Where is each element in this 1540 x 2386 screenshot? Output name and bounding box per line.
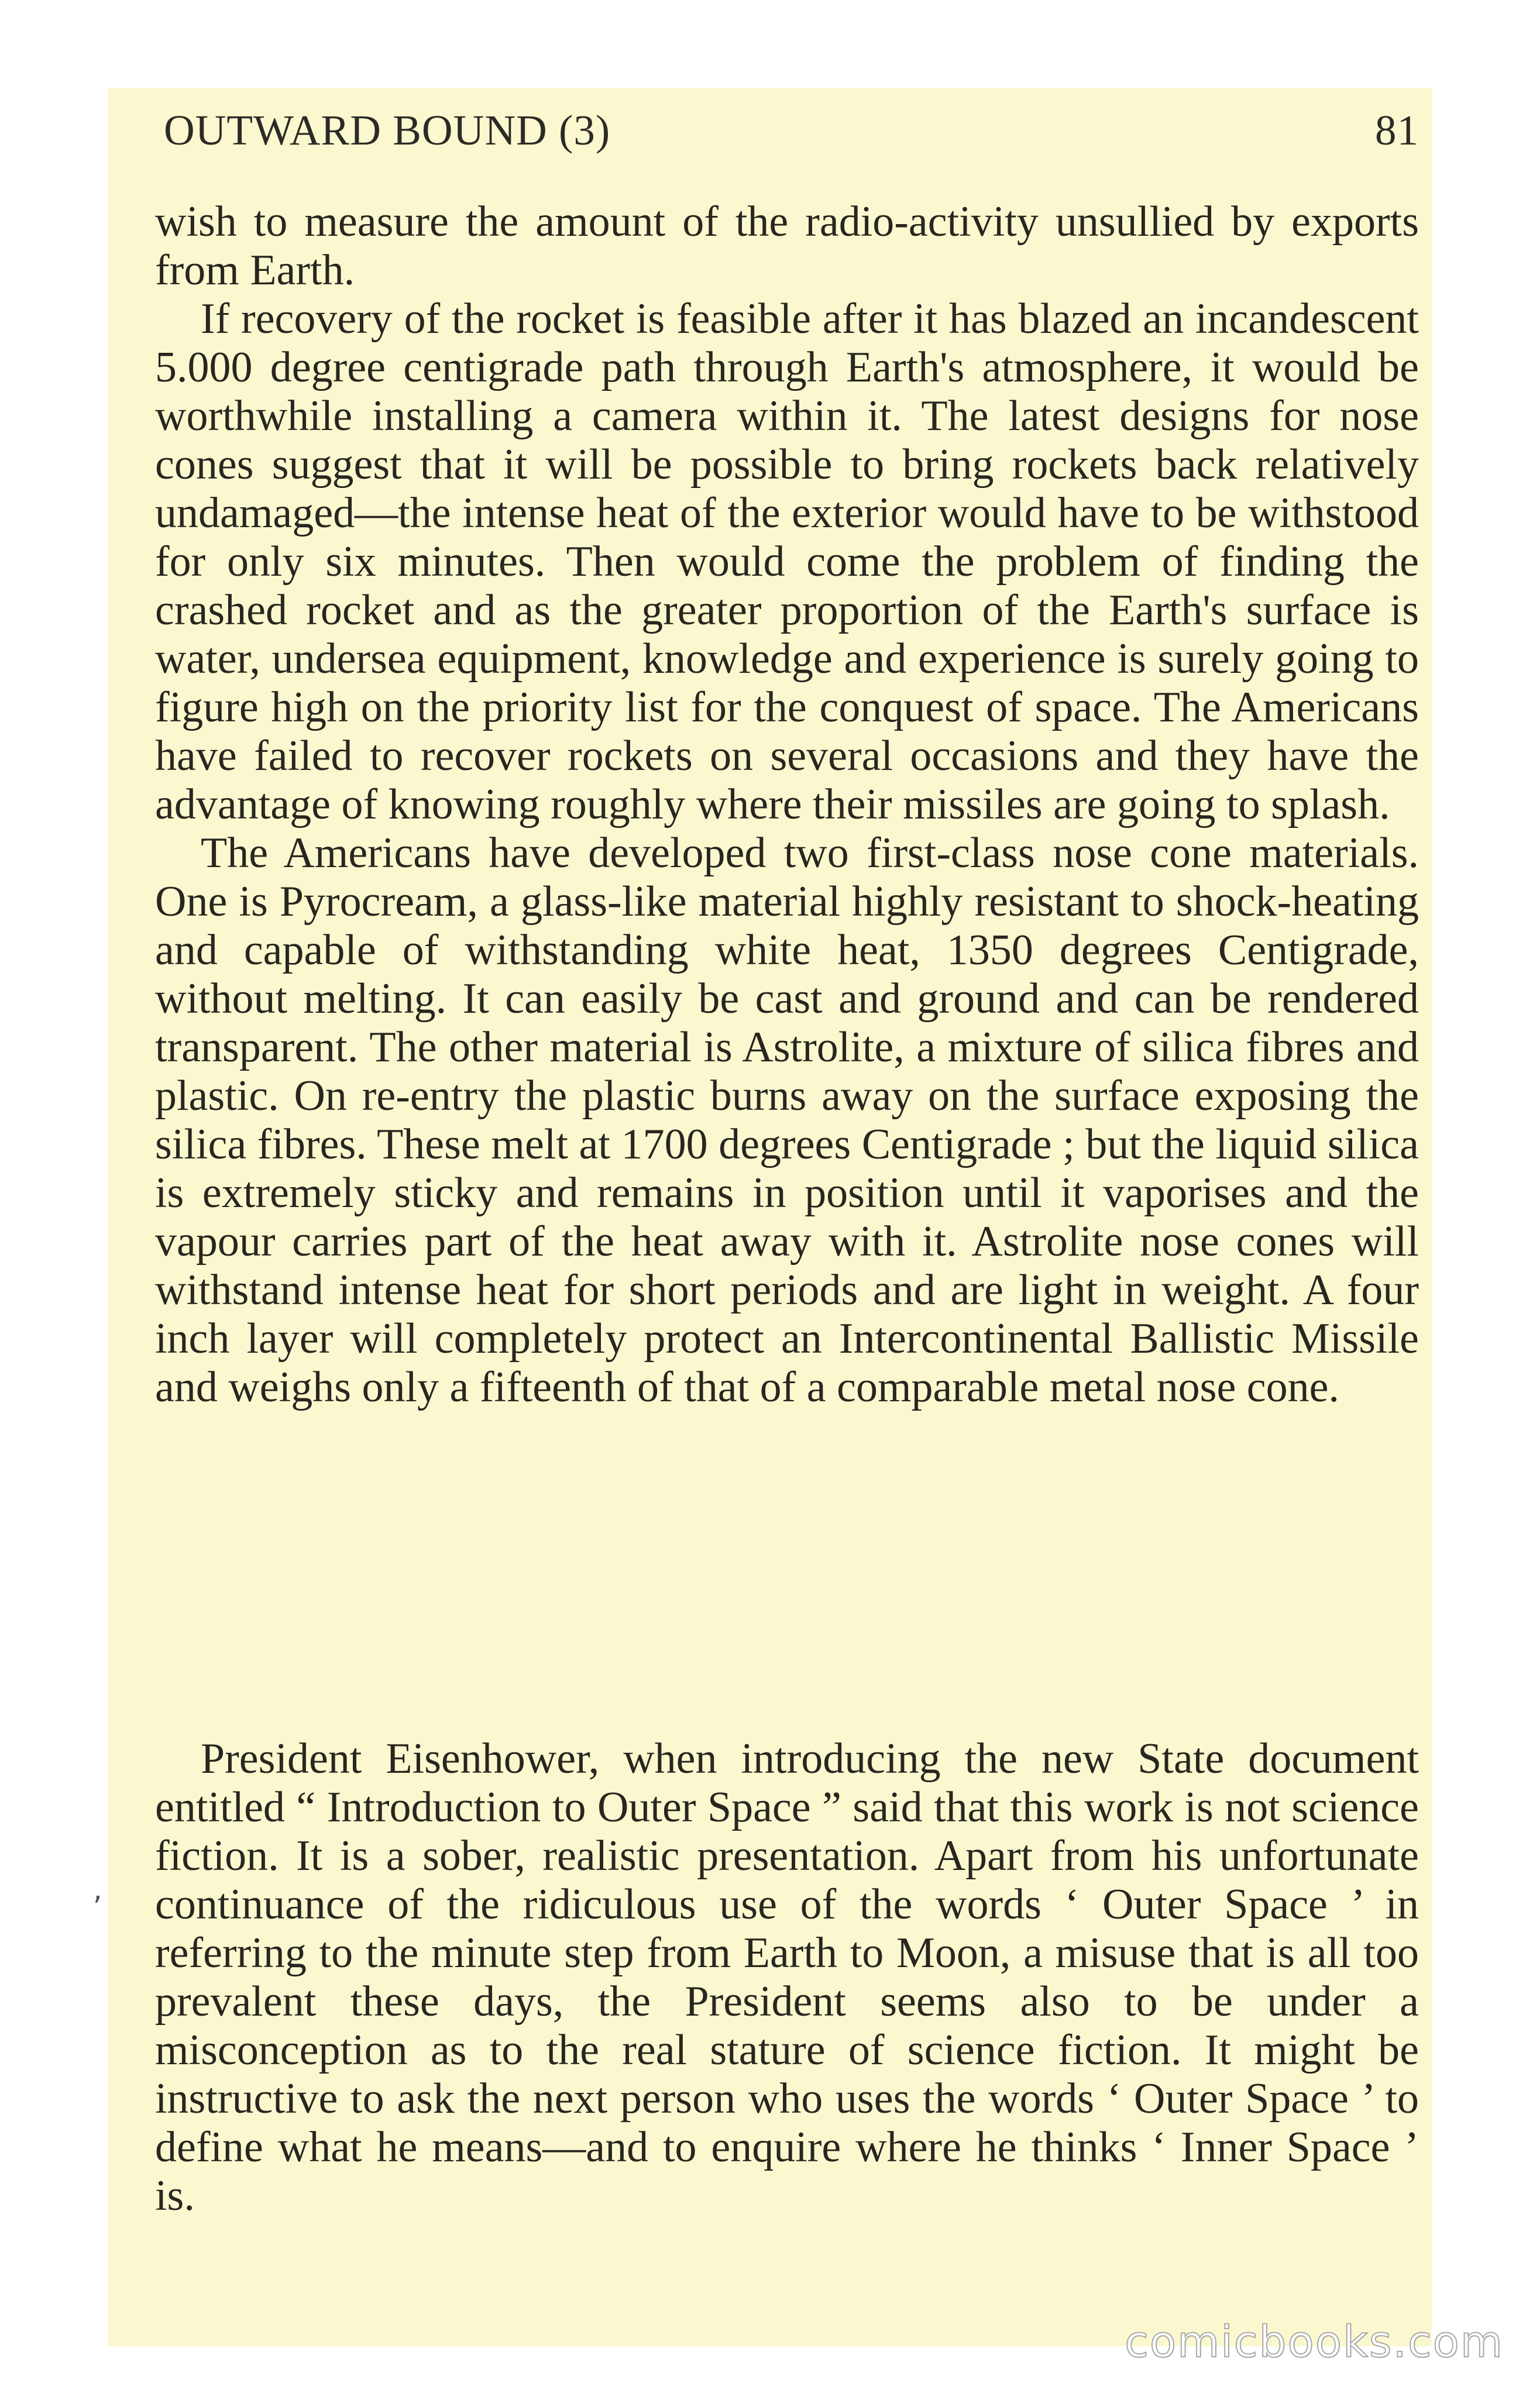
paragraph-continuation: wish to measure the amount of the radio-activity unsullied by exports from Earth. (155, 198, 1419, 294)
article-text-upper (155, 198, 1419, 1412)
paragraph-rocket-recovery: If recovery of the rocket is feasible after it has blazed an incandescent 5.000 degree centigrade path through Earth's atmosphere, it would be worthwhile installing a camera within it. The latest designs for nose cones suggest that it will be possible to bring rockets back relatively undamaged—the intense heat of the exterior would have to be withstood for only six minutes. Then would come the problem of finding the crashed rocket and as the greater proportion of the Earth's surface is water, undersea equipment, knowledge and experience is surely going to figure high on the priority list for the conquest of space. The Americans have failed to recover rockets on several occasions and they have the advantage of knowing roughly where their missiles are going to splash. (155, 295, 1419, 828)
chapter-title: OUTWARD BOUND (3) (164, 106, 611, 154)
site-watermark: comicbooks.com (1125, 2317, 1504, 2367)
page-number: 81 (1375, 106, 1419, 154)
running-header (164, 98, 1419, 163)
article-text-lower (155, 1735, 1419, 2220)
paragraph-eisenhower: President Eisenhower, when introducing the new State document entitled “ Introduction to Outer Space ” said that this work is not science fiction. It is a sober, realistic presentation. Apart from his unfortunate continuance of the ridiculous use of the words ‘ Outer Space ’ in referring to the minute step from Earth to Moon, a misuse that is all too prevalent these days, the President seems also to be under a misconception as to the real stature of science fiction. It might be instructive to ask the next person who uses the words ‘ Outer Space ’ to define what he means—and to enquire where he thinks ‘ Inner Space ’ is. (155, 1735, 1419, 2220)
paragraph-nose-cone-materials: The Americans have developed two first-class nose cone materials. One is Pyrocream, a glass-like material highly resistant to shock-heating and capable of withstanding white heat, 1350 degrees Centigrade, without melting. It can easily be cast and ground and can be rendered transparent. The other material is Astrolite, a mixture of silica fibres and plastic. On re-entry the plastic burns away on the surface exposing the silica fibres. These melt at 1700 degrees Centigrade ; but the liquid silica is extremely sticky and remains in position until it vaporises and the vapour carries part of the heat away with it. Astrolite nose cones will withstand intense heat for short periods and are light in weight. A four inch layer will completely protect an Intercontinental Ballistic Missile and weighs only a fifteenth of that of a comparable metal nose cone. (155, 829, 1419, 1411)
book-page (108, 88, 1432, 2346)
print-speck: , (93, 1872, 102, 1906)
